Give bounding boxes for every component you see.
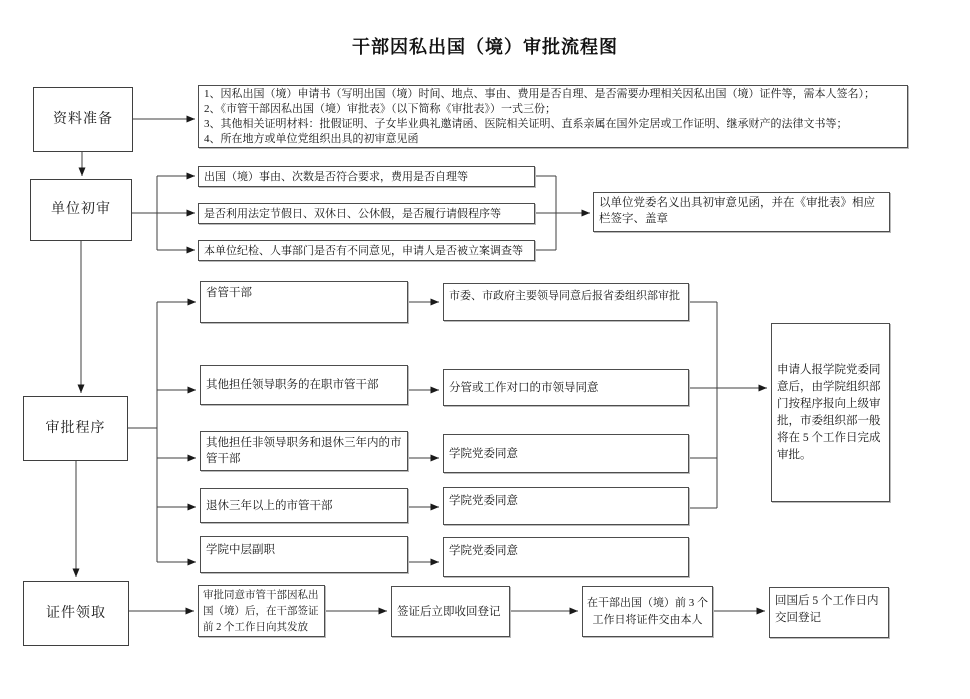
prepare-note-line: 3、其他相关证明材料：批假证明、子女毕业典礼邀请函、医院相关证明、直系亲属在国外定居或工作证明、继承财产的法律文书等；	[204, 118, 848, 130]
unit-check-box: 出国（境）事由、次数是否符合要求，费用是否自理等	[198, 166, 535, 187]
prepare-note-line: 1、因私出国（境）申请书（写明出国（境）时间、地点、事由、费用是否自理、是否需要办理相关因私出国（境）证件等，需本人签名）；	[204, 88, 875, 100]
branch-category-box: 退休三年以上的市管干部	[200, 488, 408, 523]
unit-check-box: 本单位纪检、人事部门是否有不同意见，申请人是否被立案调查等	[198, 240, 535, 261]
certificate-step-box: 在干部出国（境）前 3 个工作日将证件交由本人	[582, 586, 713, 637]
stage-approval-box: 审批程序	[23, 396, 128, 461]
stage-unit-review-box: 单位初审	[30, 179, 132, 241]
branch-category-box: 其他担任领导职务的在职市管干部	[200, 365, 408, 405]
branch-procedure-box: 分管或工作对口的市领导同意	[443, 369, 689, 406]
branch-procedure-box: 学院党委同意	[443, 537, 689, 577]
certificate-step-box: 审批同意市管干部因私出国（境）后，在干部签证前 2 个工作日向其发放	[198, 585, 325, 637]
branch-procedure-box: 学院党委同意	[443, 434, 689, 473]
unit-check-box: 是否利用法定节假日、双休日、公休假，是否履行请假程序等	[198, 203, 535, 224]
prepare-note-line: 4、所在地方或单位党组织出具的初审意见函	[204, 133, 419, 145]
page-title: 干部因私出国（境）审批流程图	[352, 37, 618, 57]
approval-note-box: 申请人报学院党委同意后，由学院组织部门按程序报向上级审批，市委组织部一般将在 5 个工作日完成审批。	[771, 323, 890, 502]
branch-category-box: 省管干部	[200, 281, 408, 323]
branch-procedure-box: 学院党委同意	[443, 487, 689, 525]
stage-certificate-box: 证件领取	[23, 581, 129, 646]
stage-prepare-box: 资料准备	[33, 87, 133, 152]
branch-category-box: 学院中层副职	[200, 536, 408, 573]
branch-category-box: 其他担任非领导职务和退休三年内的市管干部	[200, 431, 408, 471]
prepare-notes-box	[198, 85, 908, 148]
certificate-step-box: 回国后 5 个工作日内交回登记	[769, 587, 889, 638]
certificate-step-box: 签证后立即收回登记	[391, 586, 510, 637]
unit-review-result-box: 以单位党委名义出具初审意见函，并在《审批表》相应栏签字、盖章	[593, 192, 890, 232]
prepare-note-line: 2、《市管干部因私出国（境）审批表》（以下简称《审批表》）一式三份；	[204, 103, 556, 115]
branch-procedure-box: 市委、市政府主要领导同意后报省委组织部审批	[443, 283, 689, 321]
